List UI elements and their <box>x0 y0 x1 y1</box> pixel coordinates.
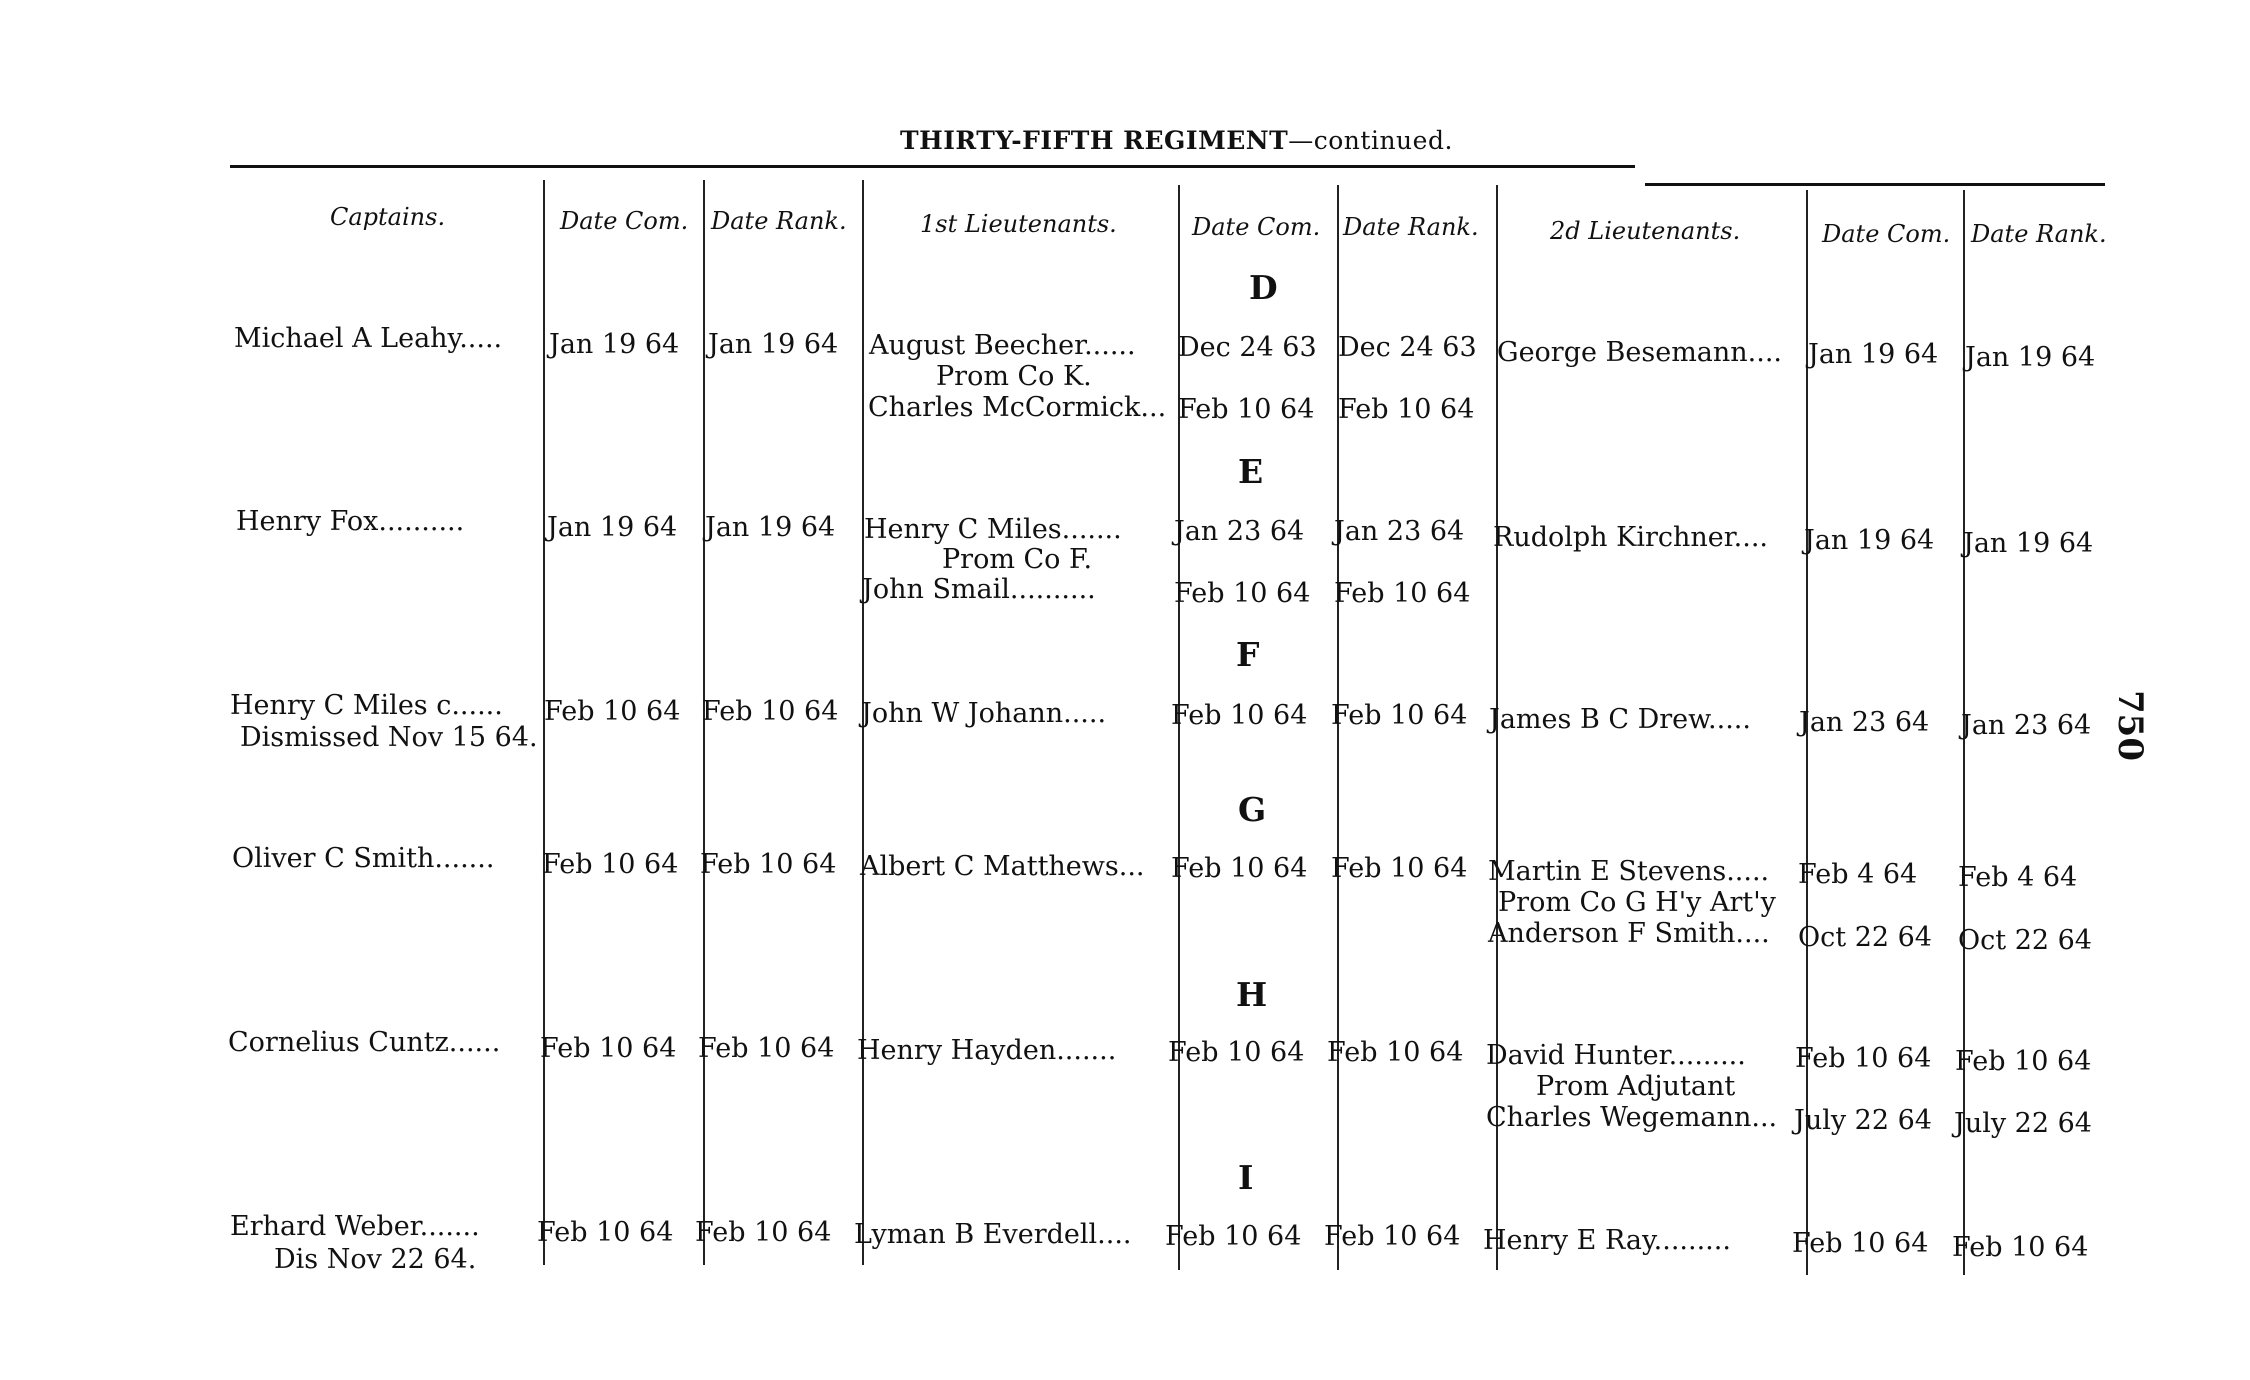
second-lt-date-com: Oct 22 64 <box>1798 922 1932 953</box>
second-lt-note: Prom Adjutant <box>1536 1071 1736 1102</box>
captain-date-com: Jan 19 64 <box>547 512 678 543</box>
captain-date-com: Feb 10 64 <box>544 696 681 727</box>
first-lt-note: Prom Co K. <box>936 361 1092 392</box>
second-lt-name: Rudolph Kirchner.... <box>1493 522 1769 553</box>
second-lt-date-com: Jan 19 64 <box>1804 525 1935 556</box>
company-letter: G <box>1238 790 1267 829</box>
first-lt-date-rank: Feb 10 64 <box>1338 394 1475 425</box>
first-lt-date-rank: Feb 10 64 <box>1327 1037 1464 1068</box>
second-lt-date-com: Jan 19 64 <box>1808 339 1939 370</box>
first-lt-date-com: Feb 10 64 <box>1168 1037 1305 1068</box>
first-lt-name: Henry Hayden....... <box>857 1035 1117 1066</box>
second-lt-date-rank: Jan 19 64 <box>1965 342 2096 373</box>
header-date-com-captains: Date Com. <box>560 207 689 235</box>
captain-date-rank: Feb 10 64 <box>702 696 839 727</box>
captain-date-com: Jan 19 64 <box>549 329 680 360</box>
first-lt-date-com: Feb 10 64 <box>1171 853 1308 884</box>
company-letter: I <box>1238 1158 1254 1197</box>
first-lt-date-rank: Feb 10 64 <box>1334 578 1471 609</box>
page-title <box>900 126 1453 155</box>
first-lt-date-com: Dec 24 63 <box>1178 332 1317 363</box>
header-date-rank-second-lt: Date Rank. <box>1971 220 2107 248</box>
second-lt-note: Prom Co G H'y Art'y <box>1498 887 1776 918</box>
captain-date-com: Feb 10 64 <box>537 1217 674 1248</box>
captain-date-com: Feb 10 64 <box>542 849 679 880</box>
company-letter: E <box>1238 452 1264 491</box>
captain-date-rank: Jan 19 64 <box>705 512 836 543</box>
first-lt-date-com: Feb 10 64 <box>1178 394 1315 425</box>
first-lt-name: John Smail.......... <box>862 574 1096 605</box>
captain-name: Cornelius Cuntz...... <box>228 1027 501 1058</box>
captain-name: Oliver C Smith....... <box>232 843 495 874</box>
header-date-com-second-lt: Date Com. <box>1822 220 1951 248</box>
captain-note: Dismissed Nov 15 64. <box>240 722 538 753</box>
first-lt-name: Lyman B Everdell.... <box>854 1219 1132 1250</box>
first-lt-name: John W Johann..... <box>861 698 1107 729</box>
header-date-rank-captains: Date Rank. <box>711 207 847 235</box>
second-lt-date-rank: Jan 19 64 <box>1963 528 2094 559</box>
second-lt-date-com: Feb 10 64 <box>1795 1043 1932 1074</box>
first-lt-name: Albert C Matthews... <box>860 851 1145 882</box>
first-lt-date-rank: Jan 23 64 <box>1334 516 1465 547</box>
company-letter: F <box>1236 635 1260 674</box>
header-captains: Captains. <box>330 203 446 231</box>
captain-date-rank: Jan 19 64 <box>708 329 839 360</box>
captain-note: Dis Nov 22 64. <box>274 1244 477 1275</box>
first-lt-date-com: Feb 10 64 <box>1165 1221 1302 1252</box>
first-lt-date-com: Jan 23 64 <box>1174 516 1305 547</box>
second-lt-date-com: Feb 10 64 <box>1792 1228 1929 1259</box>
second-lt-date-rank: Oct 22 64 <box>1958 925 2092 956</box>
second-lt-name: Charles Wegemann... <box>1486 1102 1778 1133</box>
title-main: THIRTY-FIFTH REGIMENT <box>900 126 1289 155</box>
first-lt-date-rank: Feb 10 64 <box>1331 700 1468 731</box>
second-lt-date-com: Jan 23 64 <box>1799 707 1930 738</box>
first-lt-date-com: Feb 10 64 <box>1171 700 1308 731</box>
captain-date-rank: Feb 10 64 <box>700 849 837 880</box>
top-rule-left <box>230 165 1635 168</box>
captain-name: Henry C Miles c...... <box>230 690 503 721</box>
second-lt-name: James B C Drew..... <box>1489 704 1751 735</box>
top-rule-right <box>1645 183 2105 186</box>
first-lt-date-com: Feb 10 64 <box>1174 578 1311 609</box>
second-lt-date-rank: Feb 4 64 <box>1958 862 2078 893</box>
header-first-lieutenants: 1st Lieutenants. <box>920 210 1117 238</box>
header-date-com-first-lt: Date Com. <box>1192 213 1321 241</box>
captain-name: Michael A Leahy..... <box>234 323 503 354</box>
company-letter: H <box>1236 975 1268 1014</box>
first-lt-name: Henry C Miles....... <box>864 514 1122 545</box>
company-letter: D <box>1249 268 1278 307</box>
first-lt-name: Charles McCormick... <box>868 392 1167 423</box>
captain-name: Henry Fox.......... <box>236 506 465 537</box>
captain-date-com: Feb 10 64 <box>540 1033 677 1064</box>
second-lt-name: David Hunter......... <box>1486 1040 1746 1071</box>
captain-name: Erhard Weber....... <box>230 1211 480 1242</box>
page-number: 750 <box>2110 690 2150 761</box>
header-date-rank-first-lt: Date Rank. <box>1343 213 1479 241</box>
second-lt-name: Henry E Ray......... <box>1483 1225 1731 1256</box>
first-lt-name: August Beecher...... <box>869 330 1136 361</box>
captain-date-rank: Feb 10 64 <box>695 1217 832 1248</box>
second-lt-name: Martin E Stevens..... <box>1488 856 1770 887</box>
second-lt-date-rank: Feb 10 64 <box>1955 1046 2092 1077</box>
captain-date-rank: Feb 10 64 <box>698 1033 835 1064</box>
first-lt-note: Prom Co F. <box>942 544 1093 575</box>
second-lt-date-com: Feb 4 64 <box>1798 859 1918 890</box>
second-lt-date-rank: Jan 23 64 <box>1961 710 2092 741</box>
second-lt-date-com: July 22 64 <box>1794 1105 1932 1136</box>
second-lt-date-rank: July 22 64 <box>1954 1108 2092 1139</box>
second-lt-name: George Besemann.... <box>1497 337 1783 368</box>
first-lt-date-rank: Feb 10 64 <box>1324 1221 1461 1252</box>
header-second-lieutenants: 2d Lieutenants. <box>1550 217 1741 245</box>
title-continued: —continued. <box>1288 126 1453 155</box>
second-lt-name: Anderson F Smith.... <box>1488 918 1770 949</box>
second-lt-date-rank: Feb 10 64 <box>1952 1232 2089 1263</box>
first-lt-date-rank: Feb 10 64 <box>1331 853 1468 884</box>
first-lt-date-rank: Dec 24 63 <box>1338 332 1477 363</box>
